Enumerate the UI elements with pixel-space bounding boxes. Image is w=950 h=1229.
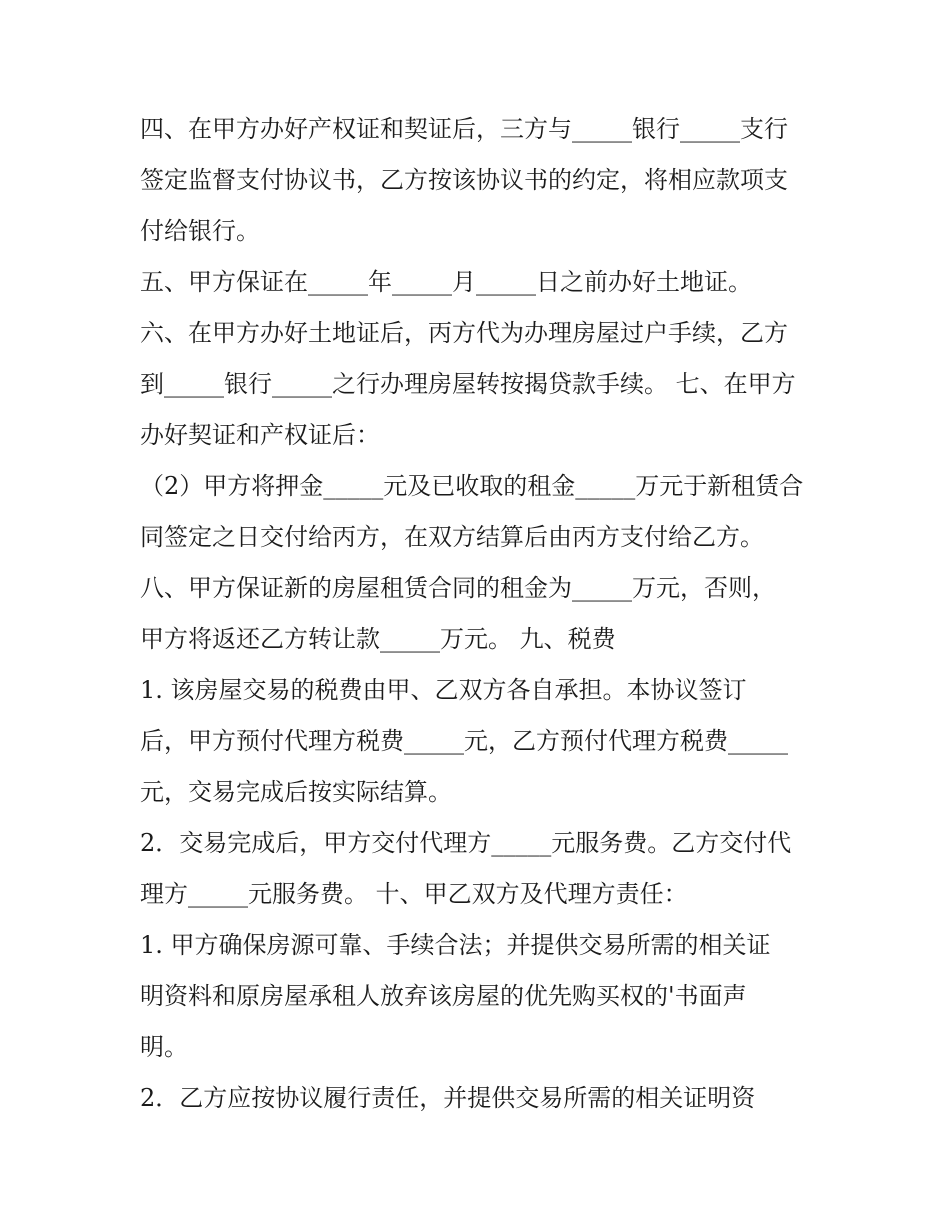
text-line: 五、甲方保证在_____年_____月_____日之前办好土地证。 — [140, 268, 752, 296]
text-line: 元，交易完成后按实际结算。 — [140, 778, 452, 806]
text-line: 到_____银行_____之行办理房屋转按揭贷款手续。 七、在甲方 — [140, 370, 796, 398]
text-line: 八、甲方保证新的房屋租赁合同的租金为_____万元，否则， — [140, 574, 776, 602]
text-line: 1. 甲方确保房源可靠、手续合法；并提供交易所需的相关证 — [140, 931, 771, 959]
document-body — [140, 104, 830, 1124]
text-line: 2．乙方应按协议履行责任，并提供交易所需的相关证明资 — [140, 1084, 756, 1112]
text-line: 明。 — [140, 1033, 188, 1061]
text-line: 明资料和原房屋承租人放弃该房屋的优先购买权的'书面声 — [140, 982, 747, 1010]
text-line: 六、在甲方办好土地证后，丙方代为办理房屋过户手续，乙方 — [140, 319, 788, 347]
text-line: 1. 该房屋交易的税费由甲、乙双方各自承担。本协议签订 — [140, 676, 747, 704]
text-line: 办好契证和产权证后： — [140, 421, 380, 449]
text-line: 同签定之日交付给丙方，在双方结算后由丙方支付给乙方。 — [140, 523, 764, 551]
text-line: （2）甲方将押金_____元及已收取的租金_____万元于新租赁合 — [140, 472, 804, 500]
text-line: 后，甲方预付代理方税费_____元，乙方预付代理方税费_____ — [140, 727, 788, 755]
text-line: 2．交易完成后，甲方交付代理方_____元服务费。乙方交付代 — [140, 829, 792, 857]
text-line: 签定监督支付协议书，乙方按该协议书的约定，将相应款项支 — [140, 166, 788, 194]
text-line: 付给银行。 — [140, 217, 260, 245]
text-line: 理方_____元服务费。 十、甲乙双方及代理方责任： — [140, 880, 688, 908]
text-line: 四、在甲方办好产权证和契证后，三方与_____银行_____支行 — [140, 115, 788, 143]
text-line: 甲方将返还乙方转让款_____万元。 九、税费 — [140, 625, 616, 653]
